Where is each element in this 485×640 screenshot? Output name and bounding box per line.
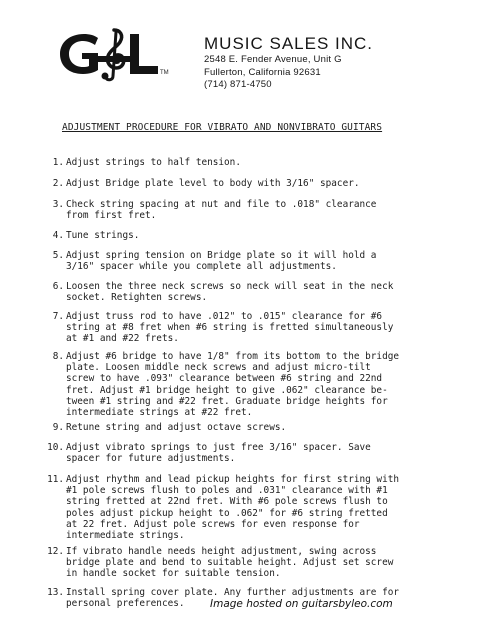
- step-number: 9.: [52, 422, 64, 433]
- step-number: 1.: [52, 157, 64, 168]
- step-text: Adjust truss rod to have .012" to .015" clearance for #6 string at #8 fret when #6 string is fretted simultaneously at #1 and #22 frets.: [66, 311, 394, 345]
- step-number: 4.: [52, 230, 64, 241]
- step-number: 8.: [52, 351, 64, 362]
- gl-logo: [54, 28, 172, 82]
- step-number: 3.: [52, 199, 64, 210]
- step-number: 5.: [52, 250, 64, 261]
- phone-number: (714) 871-4750: [204, 79, 272, 90]
- document-title: ADJUSTMENT PROCEDURE FOR VIBRATO AND NONVIBRATO GUITARS: [62, 122, 383, 133]
- step-text: Adjust vibrato springs to just free 3/16" spacer. Save spacer for future adjustments.: [66, 442, 371, 465]
- hosting-credit: Image hosted on guitarsbyleo.com: [210, 598, 393, 610]
- step-text: Adjust strings to half tension.: [66, 157, 241, 168]
- step-text: Retune string and adjust octave screws.: [66, 422, 287, 433]
- step-text: Install spring cover plate. Any further adjustments are for personal preferences.: [66, 587, 400, 610]
- address-line-2: Fullerton, California 92631: [204, 66, 321, 78]
- company-name: MUSIC SALES INC.: [204, 34, 374, 53]
- step-number: 10.: [47, 442, 64, 453]
- trademark-mark: TM: [160, 70, 169, 76]
- step-text: Check string spacing at nut and file to .018" clearance from first fret.: [66, 199, 377, 222]
- step-number: 7.: [52, 311, 64, 322]
- step-text: Adjust #6 bridge to have 1/8" from its bottom to the bridge plate. Loosen middle neck screws and adjust micro-tilt screw to have .093" clearance between #6 string and 22nd fret. Adjust #1 bridge height to give .062" clearance be- tween #1 string and #22 fret. Graduate bridge heights for intermediate strings at #22 fret.: [66, 351, 400, 419]
- company-block: [204, 34, 373, 92]
- step-text: Adjust spring tension on Bridge plate so it will hold a 3/16" spacer while you complete all adjustments.: [66, 250, 377, 273]
- step-number: 12.: [47, 546, 64, 557]
- step-number: 13.: [47, 587, 64, 598]
- step-number: 6.: [52, 281, 64, 292]
- step-text: Tune strings.: [66, 230, 140, 241]
- step-number: 2.: [52, 178, 64, 189]
- step-text: Adjust Bridge plate level to body with 3/16" spacer.: [66, 178, 360, 189]
- step-text: Loosen the three neck screws so neck will seat in the neck socket. Retighten screws.: [66, 281, 394, 304]
- address-line-1: 2548 E. Fender Avenue, Unit G: [204, 54, 342, 65]
- step-number: 11.: [47, 474, 64, 485]
- step-text: If vibrato handle needs height adjustment, swing across bridge plate and bend to suitable height. Adjust set screw in handle socket for suitable tension.: [66, 546, 394, 580]
- step-text: Adjust rhythm and lead pickup heights for first string with #1 pole screws flush to poles and .031" clearance with #1 string fretted at 22nd fret. With #6 pole screws flush to poles adjust pickup height to .062" for #6 string fretted at 22 fret. Adjust pole screws for even response for intermediate strings.: [66, 474, 400, 542]
